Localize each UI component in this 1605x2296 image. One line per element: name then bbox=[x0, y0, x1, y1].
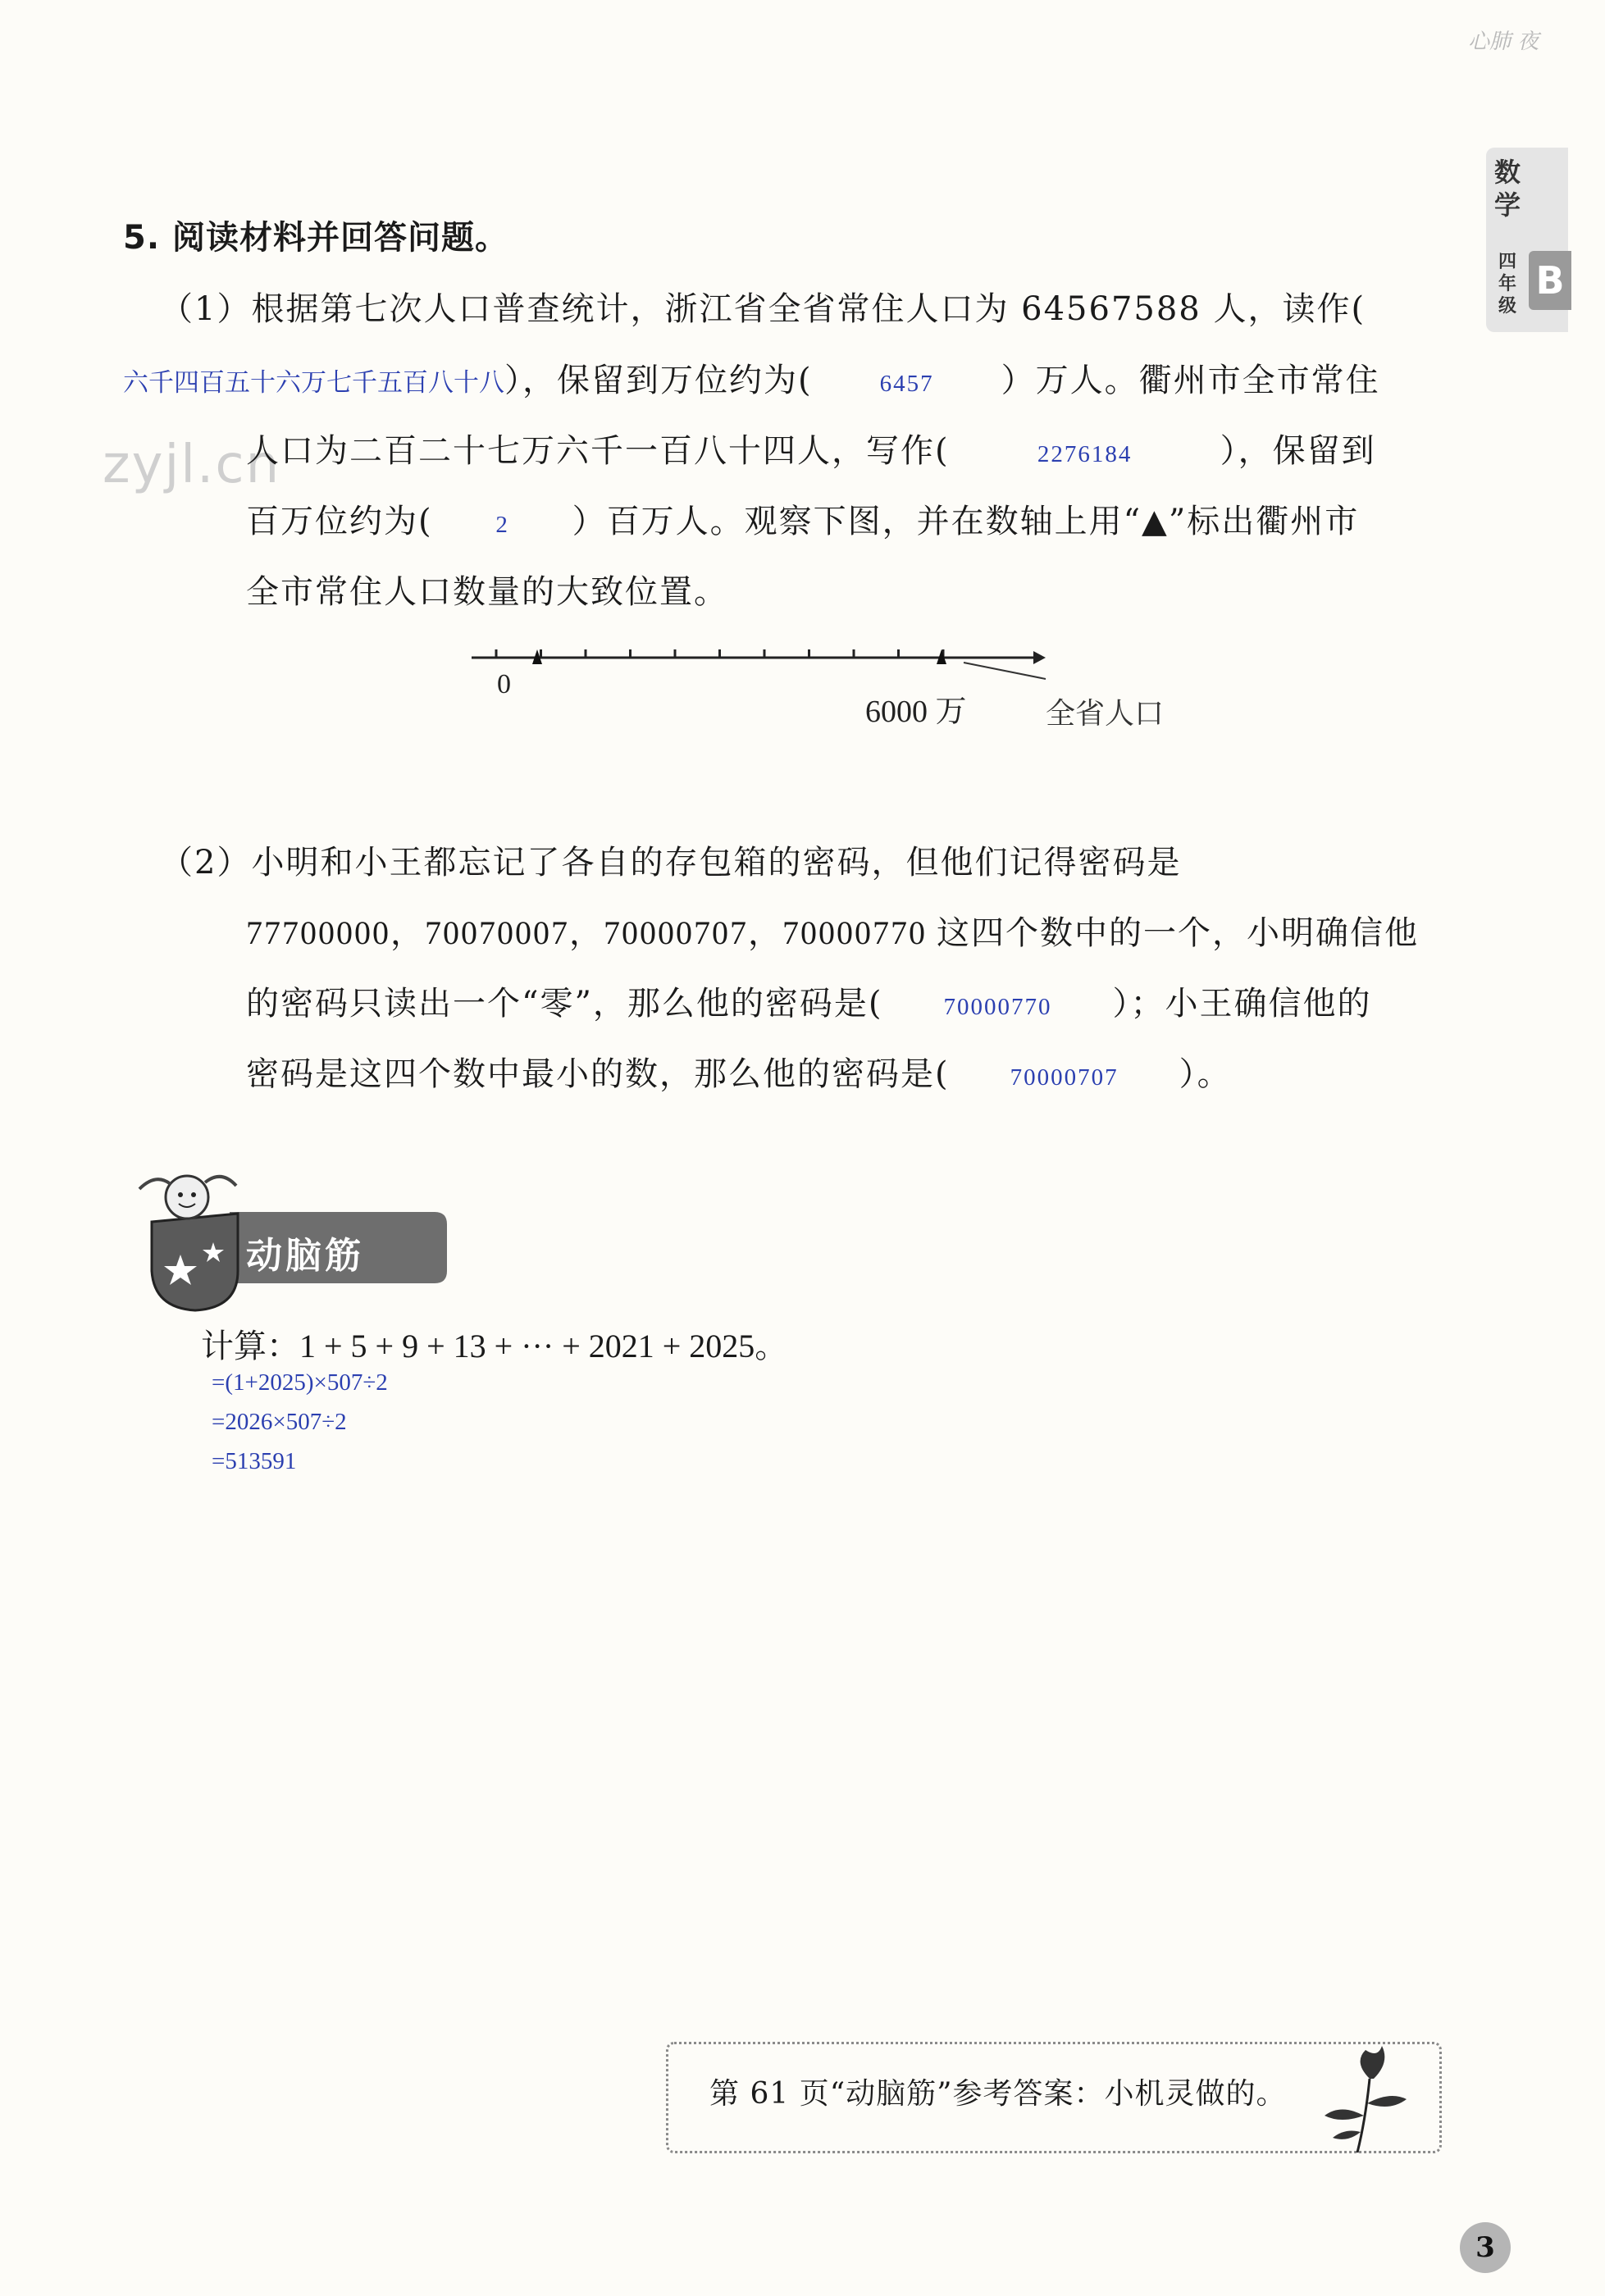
answer-round-wan: 6457 bbox=[879, 371, 934, 397]
work-line-2: =2026×507÷2 bbox=[212, 1409, 347, 1435]
q5-part2-line4a: 密码是这四个数中最小的数，那么他的密码是( bbox=[246, 1055, 950, 1093]
q5-part1-line2b: ）万人。衢州市全市常住 bbox=[1001, 362, 1380, 399]
mascot-face-icon bbox=[166, 1176, 208, 1219]
answer-round-million: 2 bbox=[495, 512, 509, 538]
watermark: zyjl.cn bbox=[103, 435, 281, 495]
q5-part1-line3a: 人口为二百二十七万六千一百八十四人，写作( bbox=[246, 432, 950, 470]
q5-part1-line4 bbox=[246, 495, 1359, 542]
number-line bbox=[467, 631, 1206, 746]
q5-part1-line3 bbox=[246, 425, 1376, 472]
brain-teaser-question: 计算：1 + 5 + 9 + 13 + ··· + 2021 + 2025。 bbox=[201, 1328, 788, 1364]
q5-part1-line3b: ），保留到 bbox=[1220, 432, 1376, 470]
q5-part1-line4b: ）百万人。观察下图，并在数轴上用“▲”标出衢州市 bbox=[572, 503, 1360, 540]
side-tab-subject: 数学 bbox=[1493, 157, 1521, 221]
q5-part1-line2a: ），保留到万位约为( bbox=[504, 362, 813, 399]
answer-xiaoming-password: 70000770 bbox=[943, 994, 1052, 1020]
q5-part2-line4 bbox=[246, 1048, 1232, 1095]
page-number: 3 bbox=[1460, 2222, 1511, 2273]
callout-line bbox=[964, 663, 1046, 679]
answer-read-population: 六千四百五十六万七千五百八十八 bbox=[123, 368, 504, 398]
footer-answer-text: 第 61 页“动脑筋”参考答案：小机灵做的。 bbox=[709, 2077, 1287, 2111]
q5-part1-line4a: 百万位约为( bbox=[246, 503, 433, 540]
label-6000-wan: 6000 万 bbox=[865, 695, 967, 729]
top-scribble: 心肺 夜 bbox=[1468, 30, 1539, 54]
answer-write-population: 2276184 bbox=[1037, 441, 1133, 467]
q5-part2-line1: （2）小明和小王都忘记了各自的存包箱的密码，但他们记得密码是 bbox=[160, 844, 1182, 882]
q5-part2-line2: 77700000，70070007，70000707，70000770 这四个数中的一个，小明确信他 bbox=[246, 914, 1419, 951]
label-zero: 0 bbox=[497, 669, 511, 699]
q5-part1-line5: 全市常住人口数量的大致位置。 bbox=[246, 573, 728, 611]
work-line-3: =513591 bbox=[212, 1448, 297, 1474]
answer-xiaowang-password: 70000707 bbox=[1010, 1064, 1119, 1091]
badge-label: 动脑筋 bbox=[246, 1235, 364, 1277]
number-line-arrow bbox=[1033, 651, 1046, 664]
badge-shield-icon bbox=[152, 1214, 238, 1310]
q5-part1-line2 bbox=[123, 354, 1380, 401]
work-line-1: =(1+2025)×507÷2 bbox=[212, 1369, 388, 1396]
side-tab-letter: B bbox=[1529, 251, 1571, 310]
q5-part2-line4b: ）。 bbox=[1179, 1055, 1232, 1093]
side-tab-grade: 四年级 bbox=[1498, 252, 1516, 317]
question-5-title: 5. 阅读材料并回答问题。 bbox=[123, 219, 508, 257]
label-province-population: 全省人口 bbox=[1046, 697, 1165, 731]
q5-part2-line3a: 的密码只读出一个“零”，那么他的密码是( bbox=[246, 985, 883, 1023]
q5-part2-line3 bbox=[246, 977, 1372, 1024]
q5-part2-line3b: ）；小王确信他的 bbox=[1112, 985, 1372, 1023]
q5-part1-line1: （1）根据第七次人口普查统计，浙江省全省常住人口为 64567588 人，读作( bbox=[160, 290, 1366, 328]
rose-icon bbox=[1308, 2046, 1431, 2161]
